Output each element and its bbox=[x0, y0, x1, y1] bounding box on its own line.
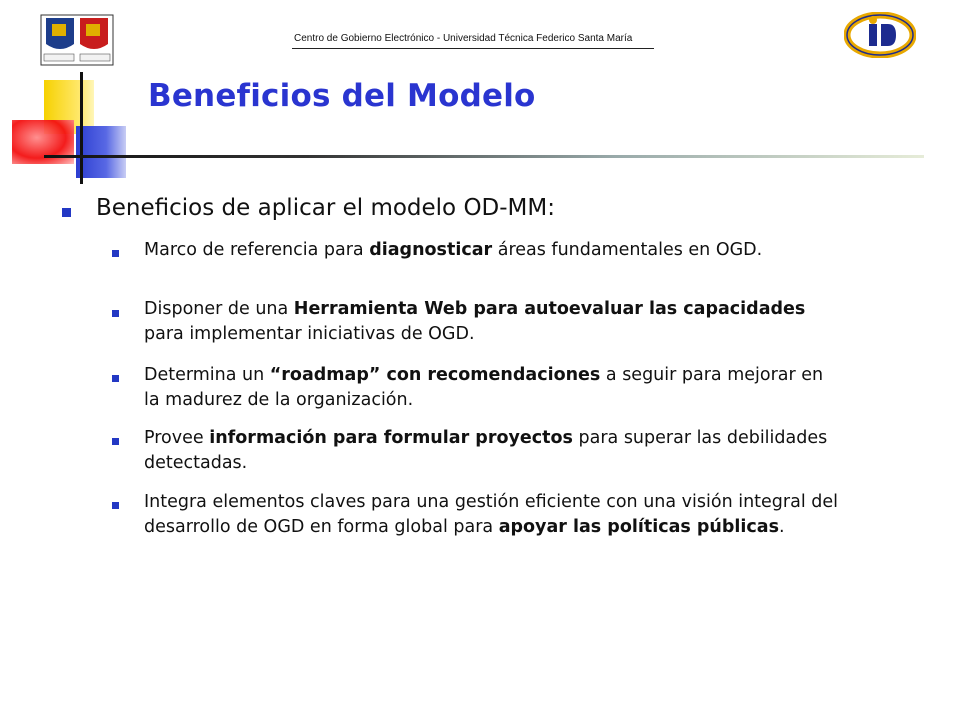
sub-bullet-marker bbox=[112, 250, 119, 257]
main-bullet-text: Beneficios de aplicar el modelo OD-MM: bbox=[96, 195, 555, 221]
sub-bullet-text: a seguir para mejorar en la madurez de la organización. bbox=[144, 365, 824, 410]
sub-bullet-text: Marco de referencia para bbox=[144, 240, 370, 260]
sub-bullet-bold: diagnosticar bbox=[369, 240, 493, 260]
sub-bullet-marker bbox=[112, 502, 119, 509]
sub-bullet-bold: apoyar las políticas públicas bbox=[498, 517, 780, 537]
sub-bullet-text: para implementar iniciativas de OGD. bbox=[144, 324, 475, 344]
sub-bullet-item bbox=[144, 490, 844, 540]
decor-horizontal-line bbox=[44, 155, 924, 158]
sub-bullet-item bbox=[144, 426, 844, 476]
sub-bullet-text: Integra elementos claves para una gestión eficiente con una visión integral del desarrollo de OGD en forma global para bbox=[144, 492, 838, 537]
decor-blue-block bbox=[76, 126, 126, 178]
university-crest-icon bbox=[40, 14, 114, 66]
slide-title: Beneficios del Modelo bbox=[148, 78, 536, 114]
sub-bullet-text: Disponer de una bbox=[144, 299, 294, 319]
institution-header: Centro de Gobierno Electrónico - Universidad Técnica Federico Santa María bbox=[294, 33, 633, 44]
sub-bullet-item bbox=[144, 297, 844, 347]
sub-bullet-marker bbox=[112, 310, 119, 317]
sub-bullet-bold: Herramienta Web para autoevaluar las capacidades bbox=[293, 299, 806, 319]
sub-bullet-text: para superar las debilidades detectadas. bbox=[144, 428, 828, 473]
main-bullet-marker bbox=[62, 208, 71, 217]
sub-bullet-marker bbox=[112, 375, 119, 382]
decor-vertical-line bbox=[80, 72, 83, 184]
sub-bullet-text: Provee bbox=[144, 428, 210, 448]
sub-bullet-item bbox=[144, 363, 844, 413]
sub-bullet-bold: “roadmap” con recomendaciones bbox=[269, 365, 601, 385]
sub-bullet-bold: información para formular proyectos bbox=[209, 428, 573, 448]
egov-center-logo-icon bbox=[844, 12, 916, 58]
sub-bullet-text: Determina un bbox=[144, 365, 270, 385]
sub-bullet-item bbox=[144, 238, 844, 263]
sub-bullet-marker bbox=[112, 438, 119, 445]
sub-bullet-text: áreas fundamentales en OGD. bbox=[492, 240, 763, 260]
sub-bullet-text: . bbox=[779, 517, 785, 537]
header-divider bbox=[292, 48, 654, 49]
